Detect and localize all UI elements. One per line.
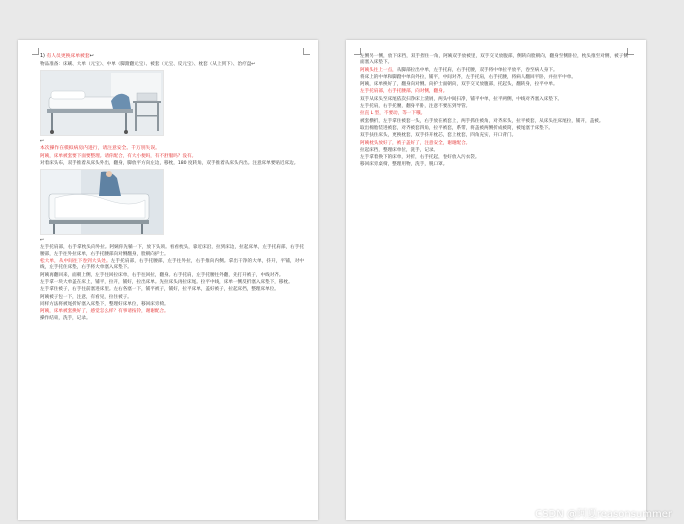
page-corner-mark — [303, 48, 310, 55]
paragraph: 物品准备：床刷、大单（元宝）、中单（脚蹬翻元宝）、被套（元宝、反元宝）、枕套（从上到下）、治疗盘↩ — [40, 61, 256, 67]
paragraph: 左侧另一侧，放下床挡，双手捏住一角，阿姨双手放被里，双手交叉放腹部，侧转向脸朝向，翻身至侧卧位，枕头推至对侧，被子侧面塞入床垫下。 — [360, 54, 628, 66]
figure-caption: ↩ — [40, 238, 44, 244]
paragraph: 操作结束，洗手，记录。 — [40, 316, 91, 322]
paragraph: 取出棉胎装进被套，对齐被套四角，拉平被套，系带，将盖被两侧折成被筒，被尾塞于床垫下。 — [360, 125, 553, 131]
section-heading: 本次操作在模拟病房内进行，请注意安全。千万别失误。 — [40, 146, 160, 152]
paragraph — [40, 154, 304, 160]
paragraph: 阿姨被子包一下，注意，有看见，拉住被子。 — [40, 294, 132, 300]
photo-hospital-bed-1 — [40, 70, 164, 136]
paragraph: 阿姨再翻回来，面朝上侧，左手往回拉床单，右手往回拉，翻身。右手托肩，左手托腰往外翻，先打开被子，中线对齐。 — [40, 272, 284, 278]
photo-hospital-bed-2 — [40, 169, 164, 235]
highlight-text: 左手托肩部，右手托腰部，向对侧，翻身。 — [360, 89, 448, 95]
paragraph — [360, 111, 628, 117]
paragraph — [360, 141, 628, 147]
highlight-text: 阿姨头往上一点， — [360, 67, 397, 73]
paragraph — [360, 89, 628, 95]
highlight-text: 阿姨枕头放好了，被子盖好了，注意安全，谢谢配合。 — [360, 140, 471, 146]
page-corner-mark — [32, 48, 39, 55]
paragraph: 左手拿一块大单盖在床上，铺平，拉开，铺好，拉出床单。先拉床头再拉床尾。拉平中线，床单一侧反折塞入床垫下，移枕。 — [40, 279, 293, 285]
paragraph: 双手扶住床头，更换枕套，双手抖开枕芯，套上枕套，四角充实，开口背门。 — [360, 133, 517, 139]
paragraph: 左手拿住被子，右手往前塞进床里。左右各塞一下，铺平被子，铺好，拉平床单，盖好被子，拉起床挡，整理床单位。 — [40, 287, 279, 293]
paragraph: 对着床头布，双手推着从床头外出，翻身，脚放平方向左边，移枕，180 度转角，双手推着从床头内出。注意床单要贴近床边。 — [40, 160, 299, 166]
bed-photo-illustration — [41, 71, 163, 135]
page-corner-mark — [627, 48, 634, 55]
highlight-text: 阿姨，床单被套换好了，感觉怎么样？有事请按铃，谢谢配合。 — [40, 309, 169, 315]
document-page-left — [18, 40, 318, 520]
bed-photo-illustration — [41, 170, 163, 234]
paragraph: 阿姨头往上一点，从脚部拉出中单，左手托肩，右手托腰，双手将中单拉平放平，卷至病人身下。 — [360, 67, 558, 73]
highlight-text: 阿姨，床单被套要下面要整理。请你配合，有大小便吗，有不舒服吗？没有。 — [40, 153, 197, 159]
document-page-right — [346, 40, 646, 520]
page-content — [40, 54, 304, 510]
heading-text: 有人员更换床单被套 — [46, 54, 90, 59]
paragraph: 松大单，从中间往下卷到大头处。左手托肩部，右手托腰部，左手往外拉，右手推向内侧。拿出干净的大单，抖开，平铺，对中线，左手托住床垫，右手将大单塞入床垫下。 — [40, 259, 304, 271]
page-content — [360, 54, 628, 510]
paragraph — [40, 309, 304, 315]
paragraph: 左手托肩，右手托腰，翻身平卧，注意不要压到导管。 — [360, 104, 471, 110]
section-heading: 1) 有人员更换床单被套↩ — [40, 54, 94, 59]
paragraph: 同样方法将被尾折好塞入床垫下，整理好床单位，移回床旁椅。 — [40, 301, 169, 307]
paragraph: 双手从床头至床尾依次扫净床上渣屑，两头中间扫净，铺平中单，拉平两侧，中线对齐塞入床垫下。 — [360, 96, 563, 102]
highlight-text: 松大单，从中间往下卷到大头处。 — [40, 259, 111, 265]
paragraph: 将床上的中单和脚蹬中单向外拉，铺平，中间对齐，左手托肩，右手托腰，将病人翻回平卧，并拉平中单。 — [360, 74, 576, 80]
csdn-watermark: CSDN @阿夏reasonsummer — [535, 509, 672, 520]
figure-caption: ↩ — [40, 138, 44, 144]
paragraph: 拉起床挡，整理床单位，洗手，记录。 — [360, 147, 439, 153]
paragraph: 左手托肩部，右手拿枕头向外拉。阿姨你先躺一下，放下头颈。看看枕头，靠近床沿，拉到床边，拉起床单，左手托肩部，右手托腰部，左手往外拉床单，右手托腰部向对侧翻身，脸朝向护士。 — [40, 245, 304, 257]
paragraph: 阿姨，床单换好了，翻身向对侧。向护士面朝向，双手交叉放腹部，托起头，翻转身，拉平中单。 — [360, 82, 558, 88]
highlight-text: 拉直 L 型，不要动，等一下哦。 — [360, 111, 426, 117]
paragraph: 移回床旁桌椅，整理用物，洗手，脱口罩。 — [360, 162, 448, 168]
paragraph: 被套横折，左手拿住被套一头，右手放在被套上，两手抓住被角，对齐床头，拉平被套，从床头往床尾拉，铺开，盖被。 — [360, 118, 604, 124]
paragraph: 左手拿着换下的床单，对折，右手托起，卷好放入污衣袋。 — [360, 155, 480, 161]
